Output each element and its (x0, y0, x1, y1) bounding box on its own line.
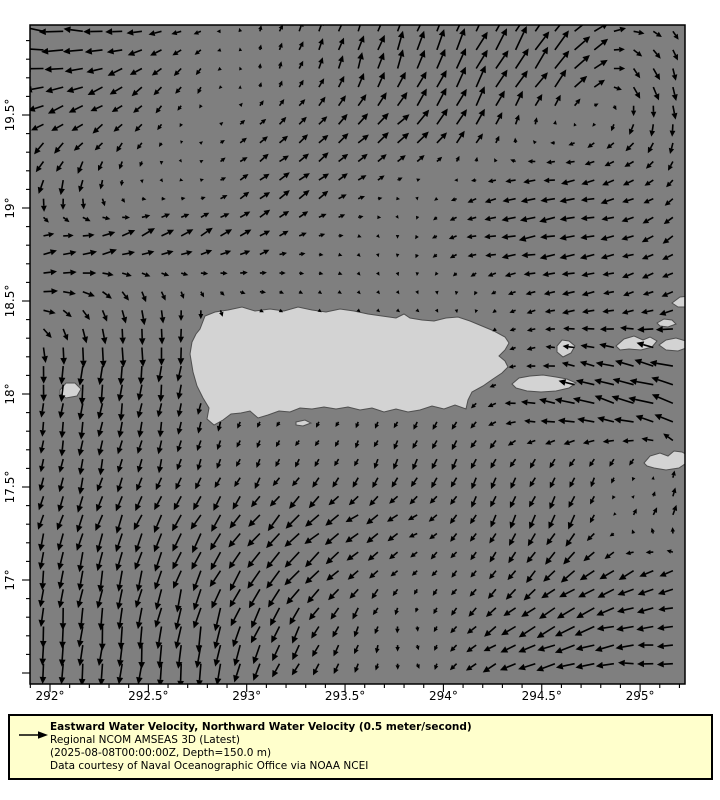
legend-courtesy: Data courtesy of Naval Oceanographic Office via NOAA NCEI (50, 760, 369, 772)
y-tick-label: 19° (3, 197, 17, 219)
y-tick-label: 18° (3, 383, 17, 405)
y-tick-label: 17° (3, 569, 17, 591)
map-layer (21, 10, 690, 688)
x-tick-label: 294° (428, 689, 458, 703)
x-tick-label: 293.5° (324, 689, 366, 703)
legend-box (8, 714, 713, 780)
legend-title: Eastward Water Velocity, Northward Water Velocity (0.5 meter/second) (50, 721, 472, 733)
y-tick-label: 17.5° (3, 470, 17, 504)
reference-arrow-icon (18, 727, 50, 743)
x-tick-label: 295° (625, 689, 655, 703)
legend-time-depth: (2025-08-08T00:00:00Z, Depth=150.0 m) (50, 747, 272, 759)
y-tick-label: 18.5° (3, 284, 17, 318)
x-tick-label: 293° (232, 689, 262, 703)
x-tick-label: 292.5° (128, 689, 169, 703)
y-tick-label: 19.5° (3, 98, 17, 132)
x-tick-label: 294.5° (521, 689, 562, 703)
x-tick-label: 292° (35, 689, 65, 703)
legend-dataset: Regional NCOM AMSEAS 3D (Latest) (50, 734, 240, 746)
legend-text (50, 721, 472, 773)
island-puerto-rico (190, 307, 509, 425)
